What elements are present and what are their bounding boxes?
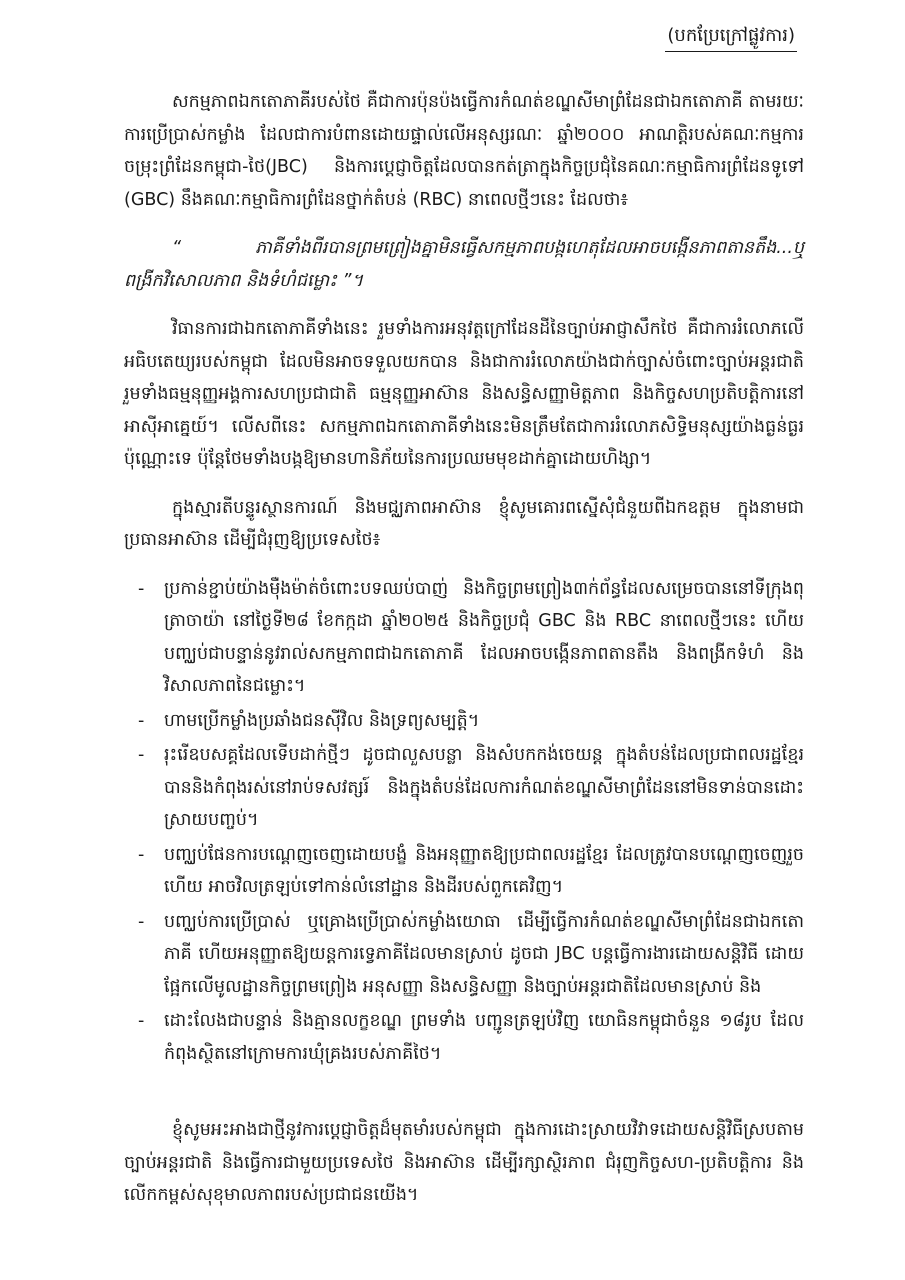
demand-text: រុះរើឧបសគ្គដែលទើបដាក់ថ្មីៗ ដូចជាលួសបន្លា និងសំបកកង់ចេយន្ត ក្នុងតំបន់ដែលប្រជាពលរដ្ឋខ្មែរ បាននិងកំពុងរស់នៅរាប់ទសវត្សរ៍ និងក្នុងតំបន់ដែលការកំណត់ខណ្ឌសីមាព្រំដែននៅមិនទាន់បានដោះស្រាយបញ្ចប់។ <box>164 745 804 830</box>
bullet-dash: - <box>138 844 145 865</box>
bullet-dash: - <box>138 911 145 932</box>
demand-text: បញ្ឈប់ផែនការបណ្តេញចេញដោយបង្ខំ និងអនុញ្ញាតឱ្យប្រជាពលរដ្ឋខ្មែរ ដែលត្រូវបានបណ្តេញចេញរួចហើយ អាចវិលត្រឡប់ទៅកាន់លំនៅដ្ឋាន និងដីរបស់ពួកគេវិញ។ <box>164 844 804 897</box>
paragraph-sovereignty-violation: វិធានការជាឯកតោភាគីទាំងនេះ រួមទាំងការអនុវត្តក្រៅដែនដីនៃច្បាប់អាជ្ញាសឹកថៃ គឺជាការរំលោភលើអធិបតេយ្យរបស់កម្ពុជា ដែលមិនអាចទទួលយកបាន និងជាការរំលោភយ៉ាងជាក់ច្បាស់ចំពោះច្បាប់អន្តរជាតិ រួមទាំងធម្មនុញ្ញអង្គការសហប្រជាជាតិ ធម្មនុញ្ញអាស៊ាន និងសន្ធិសញ្ញាមិត្តភាព និងកិច្ចសហប្រតិបត្តិការនៅអាស៊ីអាគ្នេយ៍។ លើសពីនេះ សកម្មភាពឯកតោភាគីទាំងនេះមិនត្រឹមតែជាការរំលោភសិទ្ធិមនុស្សយ៉ាងធ្ងន់ធ្ងរប៉ុណ្ណោះទេ ប៉ុន្តែថែមទាំងបង្កឱ្យមានហានិភ័យនៃការប្រឈមមុខដាក់គ្នាដោយហិង្សា។ <box>124 319 804 469</box>
list-item <box>124 739 804 837</box>
paragraph-asean-request: ក្នុងស្មារតីបន្ទូរស្ថានការណ៍ និងមជ្ឈភាពអាស៊ាន ខ្ញុំសូមគោរពស្នើសុំជំនួយពីឯកឧត្តម ក្នុងនាមជាប្រធានអាស៊ាន ដើម្បីជំរុញឱ្យប្រទេសថៃ៖ <box>124 497 804 550</box>
paragraph-closing-commitment: ខ្ញុំសូមអះអាងជាថ្មីនូវការប្តេជ្ញាចិត្តដ៏មុតមាំរបស់កម្ពុជា ក្នុងការដោះស្រាយវិវាទដោយសន្តិវិធីស្របតាមច្បាប់អន្តរជាតិ និងធ្វើការជាមួយប្រទេសថៃ និងអាស៊ាន ដើម្បីរក្សាស្ថិរភាព ជំរុញកិច្ចសហ-ប្រតិបត្តិការ និងលើកកម្ពស់សុខុមាលភាពរបស់ប្រជាជនយើង។ <box>124 1120 804 1205</box>
demand-text: ដោះលែងជាបន្ទាន់ និងគ្មានលក្ខខណ្ឌ ព្រមទាំង បញ្ជូនត្រឡប់វិញ យោធិនកម្ពុជាចំនួន ១៨រូប ដែលកំពុងស្ថិតនៅក្រោមការឃុំគ្រងរបស់ភាគីថៃ។ <box>164 1011 804 1064</box>
unofficial-translation-note: (បកប្រែក្រៅផ្លូវការ) <box>665 22 797 52</box>
list-item <box>124 839 804 904</box>
bullet-dash: - <box>138 578 145 599</box>
paragraph-unilateral-actions: សកម្មភាពឯកតោភាគីរបស់ថៃ គឺជាការប៉ុនប៉ងធ្វើការកំណត់ខណ្ឌសីមាព្រំដែនជាឯកតោភាគី តាមរយៈការប្រើប្រាស់កម្លាំង ដែលជាការបំពានដោយផ្ទាល់លើអនុស្សរណៈ ឆ្នាំ២០០០ អាណត្តិរបស់គណៈកម្មការចម្រុះព្រំដែនកម្ពុជា-ថៃ(JBC) និងការប្តេជ្ញាចិត្តដែលបានកត់ត្រាក្នុងកិច្ចប្រជុំនៃគណៈកម្មាធិការព្រំដែនទូទៅ (GBC) នឹងគណៈកម្មាធិការព្រំដែនថ្នាក់តំបន់ (RBC) នាពេលថ្មីៗនេះ ដែលថា៖ <box>124 92 804 210</box>
bullet-dash: - <box>138 745 145 765</box>
paragraph-quoted-commitment: “ ភាគីទាំងពីរបានព្រមព្រៀងគ្នាមិនធ្វើសកម្មភាពបង្កហេតុដែលអាចបង្កើនភាពតានតឹង...ឬ ពង្រីកវិសោលភាព និងទំហំជម្លោះ ”។ <box>124 238 804 291</box>
demand-text: បញ្ឈប់ការប្រើប្រាស់ ឬគ្រោងប្រើប្រាស់កម្លាំងយោធា ដើម្បីធ្វើការកំណត់ខណ្ឌសីមាព្រំដែនជាឯកតោភាគី ហើយអនុញ្ញាតឱ្យយន្តការទ្វេភាគីដែលមានស្រាប់ ដូចជា JBC បន្តធ្វើការងារដោយសន្តិវិធី ដោយផ្អែកលើមូលដ្ឋានកិច្ចព្រមព្រៀង អនុសញ្ញា និងសន្ធិសញ្ញា និងច្បាប់អន្តរជាតិដែលមានស្រាប់ និង <box>164 911 804 997</box>
bullet-dash: - <box>138 710 145 731</box>
bullet-dash: - <box>138 1011 145 1031</box>
list-item <box>124 906 804 1004</box>
letter-body <box>124 86 804 1228</box>
demand-text: ប្រកាន់ខ្ជាប់យ៉ាងម៉ឺងម៉ាត់ចំពោះបទឈប់បាញ់ និងកិច្ចព្រមព្រៀង៣ក់ព័ន្ធដែលសម្រេចបាននៅទីក្រុងពុត្រាចាយ៉ា នៅថ្ងៃទី២៨ ខែកក្កដា ឆ្នាំ២០២៥ និងកិច្ចប្រជុំ GBC និង RBC នាពេលថ្មីៗនេះ ហើយបញ្ឈប់ជាបន្ទាន់នូវរាល់សកម្មភាពជាឯកតោភាគី ដែលអាចបង្កើនភាពតានតឹង និងពង្រីកទំហំ និងវិសាលភាពនៃជម្លោះ។ <box>164 578 804 696</box>
demand-text: ហាមប្រើកម្លាំងប្រឆាំងជនស៊ីវិល និងទ្រព្យសម្បត្តិ។ <box>164 710 480 731</box>
demands-list <box>124 573 804 1071</box>
list-item <box>124 705 804 738</box>
list-item <box>124 1005 804 1070</box>
list-item <box>124 573 804 703</box>
